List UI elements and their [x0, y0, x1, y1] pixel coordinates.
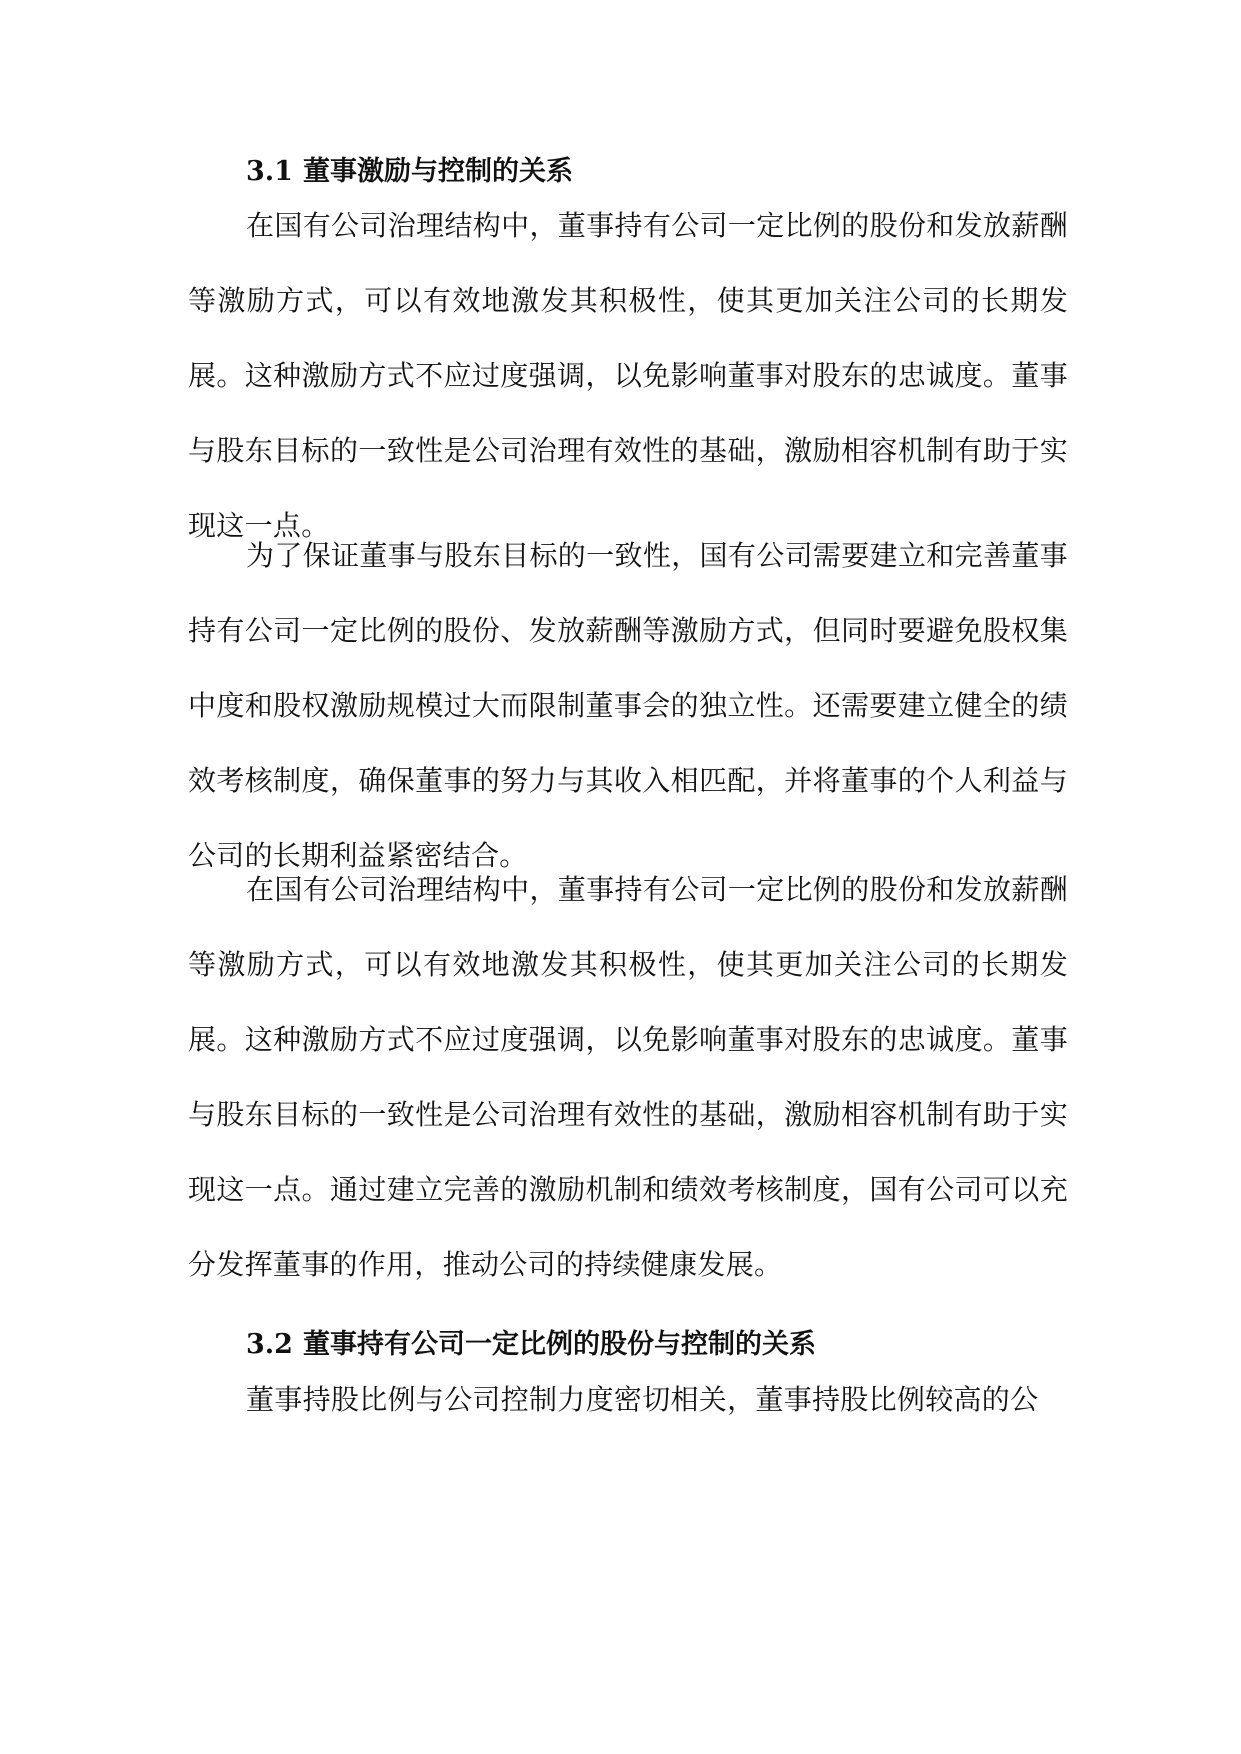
section-heading-3-1 [246, 152, 1066, 192]
paragraph: 在国有公司治理结构中，董事持有公司一定比例的股份和发放薪酬等激励方式，可以有效地激发其积极性，使其更加关注公司的长期发展。这种激励方式不应过度强调，以免影响董事对股东的忠诚度。董事与股东目标的一致性是公司治理有效性的基础，激励相容机制有助于实现这一点。通过建立完善的激励机制和绩效考核制度，国有公司可以充分发挥董事的作用，推动公司的持续健康发展。 [188, 873, 1068, 1281]
paragraph: 为了保证董事与股东目标的一致性，国有公司需要建立和完善董事持有公司一定比例的股份、发放薪酬等激励方式，但同时要避免股权集中度和股权激励规模过大而限制董事会的独立性。还需要建立健全的绩效考核制度，确保董事的努力与其收入相匹配，并将董事的个人利益与公司的长期利益紧密结合。 [188, 539, 1068, 872]
section-number: 3.1 [246, 156, 293, 187]
section-heading-3-2 [246, 1325, 1066, 1365]
paragraph: 董事持股比例与公司控制力度密切相关，董事持股比例较高的公 [246, 1383, 1039, 1416]
section-title: 董事激励与控制的关系 [302, 156, 573, 187]
section-number: 3.2 [246, 1329, 293, 1360]
section-title: 董事持有公司一定比例的股份与控制的关系 [302, 1329, 816, 1360]
paragraph: 在国有公司治理结构中，董事持有公司一定比例的股份和发放薪酬等激励方式，可以有效地激发其积极性，使其更加关注公司的长期发展。这种激励方式不应过度强调，以免影响董事对股东的忠诚度。董事与股东目标的一致性是公司治理有效性的基础，激励相容机制有助于实现这一点。 [188, 209, 1068, 542]
